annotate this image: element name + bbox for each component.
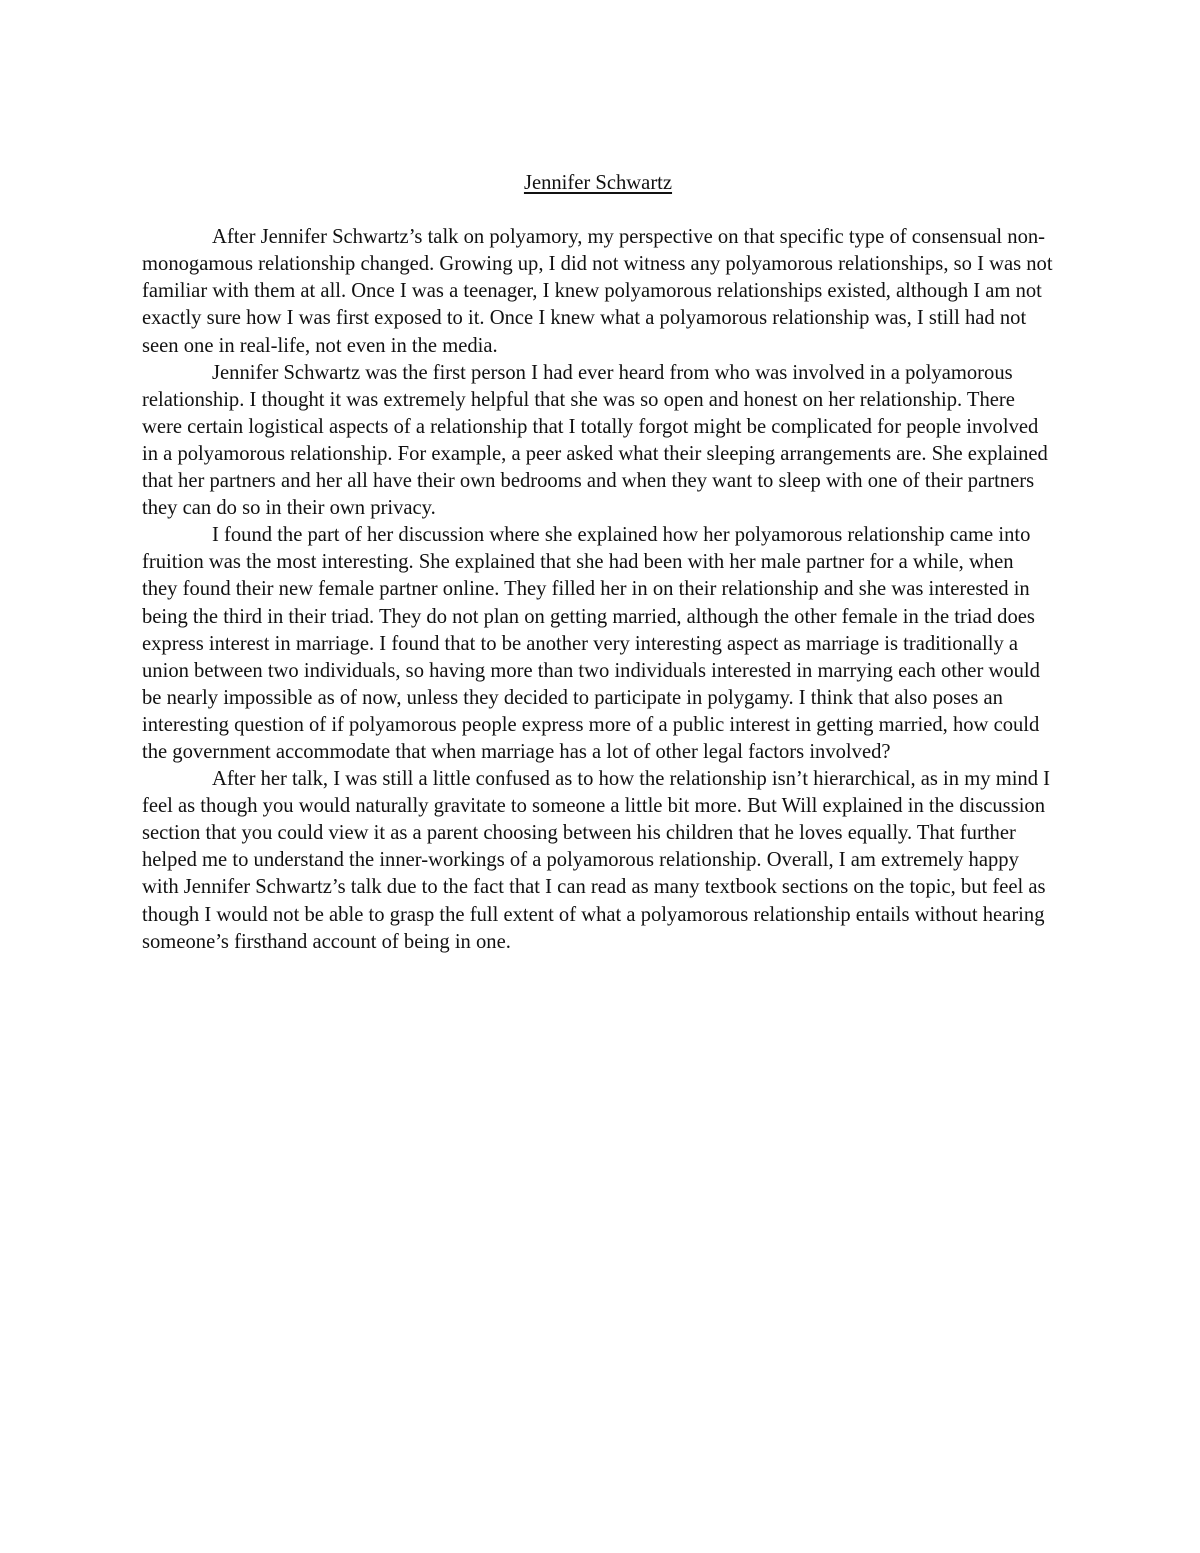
document-body: [142, 170, 1054, 956]
document-title: Jennifer Schwartz: [523, 172, 673, 194]
paragraph-4: After her talk, I was still a little confused as to how the relationship isn’t hierarchical, as in my mind I feel as though you would naturally gravitate to someone a little bit more. But Will explained in the discussion section that you could view it as a parent choosing between his children that he loves equally. That further helped me to understand the inner-workings of a polyamorous relationship. Overall, I am extremely happy with Jennifer Schwartz’s talk due to the fact that I can read as many textbook sections on the topic, but feel as though I would not be able to grasp the full extent of what a polyamorous relationship entails without hearing someone’s firsthand account of being in one.: [142, 768, 1051, 953]
paragraph-2: Jennifer Schwartz was the first person I had ever heard from who was involved in a polyamorous relationship. I thought it was extremely helpful that she was so open and honest on her relationship. There were certain logistical aspects of a relationship that I totally forgot might be complicated for people involved in a polyamorous relationship. For example, a peer asked what their sleeping arrangements are. She explained that her partners and her all have their own bedrooms and when they want to sleep with one of their partners they can do so in their own privacy.: [142, 361, 1048, 520]
title-spacer: [142, 197, 1054, 224]
paragraph-1: After Jennifer Schwartz’s talk on polyamory, my perspective on that specific type of consensual non-monogamous relationship changed. Growing up, I did not witness any polyamorous relationships, so I was not familiar with them at all. Once I was a teenager, I knew polyamorous relationships existed, although I am not exactly sure how I was first exposed to it. Once I knew what a polyamorous relationship was, I still had not seen one in real-life, not even in the media.: [142, 226, 1053, 357]
paragraph-3: I found the part of her discussion where she explained how her polyamorous relationship came into fruition was the most interesting. She explained that she had been with her male partner for a while, when they found their new female partner online. They filled her in on their relationship and she was interested in being the third in their triad. They do not plan on getting married, although the other female in the triad does express interest in marriage. I found that to be another very interesting aspect as marriage is traditionally a union between two individuals, so having more than two individuals interested in marrying each other would be nearly impossible as of now, unless they decided to participate in polygamy. I think that also poses an interesting question of if polyamorous people express more of a public interest in getting married, how could the government accommodate that when marriage has a lot of other legal factors involved?: [142, 524, 1040, 763]
